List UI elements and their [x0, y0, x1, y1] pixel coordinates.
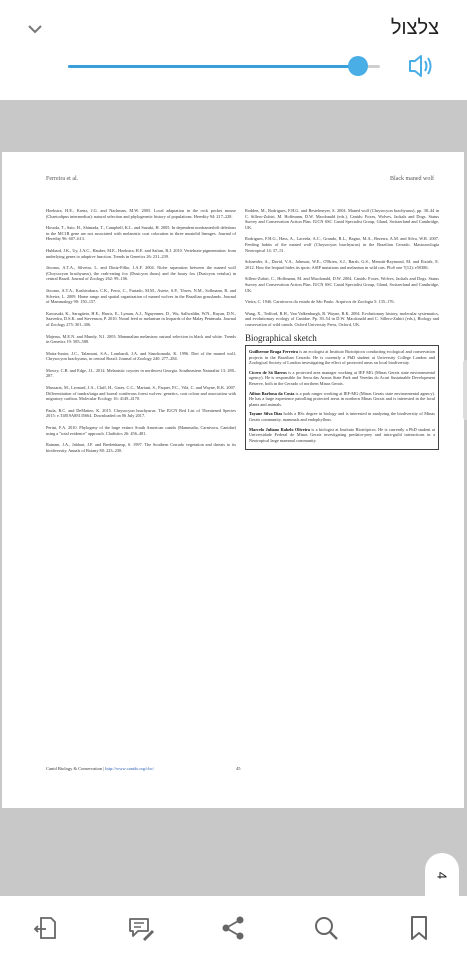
reference-entry: Sillero-Zubiri, C., Hoffmann, M. and Macdonald, D.W. 2004. Canids: Foxes, Wolves, Jackals and Dogs. Status Survey and Conservation Action Plan. IUCN SSC Canid Specialist Group, Gland, Switzerland and Cambridge, UK.	[245, 276, 439, 293]
bio-text: is a park ranger working at IEF-MG (Minas Gerais state environmental agency). He has a large experience patrolling protected areas in northern Minas Gerais and is interested in the local plants and animals.	[249, 390, 435, 407]
bio-name: Cícero de Sá Barros	[249, 369, 287, 375]
reference-entry: Jácomo, A.T.A., Silveira, L. and Diniz-Filho, J.A.F. 2004. Niche separation between the maned wolf (Chrysocyon brachyurus), the crab-eating fox (Dusicyon thous) and the hoary fox (Dusicyon vetulus) in central Brazil. Journal of Zoology 262: 99–106.	[46, 265, 236, 282]
bio-name: Guilherme Braga Ferreira	[249, 349, 298, 355]
scroll-handle[interactable]	[463, 360, 467, 420]
biographical-sketch-box	[245, 345, 439, 450]
document-viewer[interactable]	[0, 100, 467, 896]
bio-entry	[249, 427, 435, 444]
bio-text: is an ecologist at Instituto Biotrópicos conducting ecological and conservation projects in the Brazilian Cerrado. He is currently a PhD student at University College London and Zoological Society of London investigating the effect of protected areas on local biodiversity.	[249, 349, 436, 366]
reference-entry: Ratnam, J.A., Jabbari, J.F. and Bredenkamp, S. 1997. The Southern Cerrado vegetation and threats to its biodiversity. Annals of Botany 80: 223–230.	[46, 442, 236, 453]
page-number: 45	[236, 766, 241, 771]
reference-entry: Mowry, C.B. and Edge, J.L. 2014. Melanistic coyotes in northwest Georgia. Southeastern Naturalist 13: 280–287.	[46, 367, 236, 379]
slider-knob[interactable]	[348, 56, 368, 76]
bio-entry	[249, 391, 435, 408]
chevron-down-icon[interactable]	[22, 18, 48, 40]
reference-entry: Hubbard, J.K., Uy, J.A.C., Hauber, M.E., Hoekstra, H.E. and Safran, R.J. 2010. Vertebrate pigmentation: from underlying genes to adaptive function. Trends in Genetics 26: 231–239.	[46, 247, 236, 259]
page-indicator: 4	[434, 871, 450, 880]
reference-entry: Hosoda, T., Sato, H., Shimada, T., Campbell, K.L. and Suzuki, H. 2005. In dependent nonframeshift deletions in the MC1R gene are not associated with melanistic coat coloration in three mustelid lineages. Journal of Heredity 96: 607–613.	[46, 225, 236, 242]
reference-entry: Mussarat, M., Leonard, J.A., Cluff, H., Gates, C.C., Mariani, S., Paquet, P.C., Vilà, C. and Wayne, R.K. 2007. Differentiation of tundra/taiga and boreal coniferous forest wolves: genetics, coat colour and association with migratory caribou. Molecular Ecology 16: 4149–4170.	[46, 385, 236, 402]
document-export-icon[interactable]	[33, 914, 61, 942]
bio-entry	[249, 411, 435, 422]
bio-name: Marcelo Juliano Rabelo Oliveira	[249, 426, 310, 432]
reference-entry: Vieira, C. 1946. Carnívoros do estado de São Paulo. Arquivos de Zoologia 5: 135–176.	[245, 299, 395, 305]
bio-entry	[249, 349, 435, 366]
reference-entry: Motta-Junior, J.C., Talamoni, S.A., Lombardi, J.A. and Simokomaki, K. 1996. Diet of the maned wolf, Chrysocyon brachyurus, in central Brazil. Journal of Zoology 240: 277–284.	[46, 350, 236, 362]
search-icon[interactable]	[312, 914, 340, 942]
bio-entry	[249, 370, 435, 387]
bio-text: holds a BSc degree in biology and is interested in analyzing the biodiversity of Minas Gerais community, mammals and endophyllous.	[249, 411, 435, 423]
reference-entry: Kawasaki, K., Saragüeta, H.E., Harris, E., Lyman, A.J., Nguyenner, D., Wu, Sallwaldin, W.N., Ruyan, D.N., Saavedra, D.S.K. and Stevenson, P. 2010. Noonl feed or melanism in leopards of the Malay Peninsula. Journal of Zoology 275: 301–306.	[46, 310, 236, 327]
slider-fill	[68, 65, 358, 68]
reference-entry: Majerus, M.E.N. and Mundy, N.I. 2003. Mammalian melanism: natural selection in black and white. Trends in Genetics 19: 585–588.	[46, 333, 236, 345]
bio-text: is a biologist at Instituto Biotrópicos. He is currently a PhD student at Universidade Federal de Minas Gerais investigating predator-prey and intra-guild interactions in a Neotropical large mammal community.	[249, 426, 436, 443]
bottom-navigation	[0, 896, 467, 960]
speaker-icon[interactable]	[404, 49, 438, 83]
bio-text: is a protected area manager working at IEF MG (Minas Gerais state environmental agency). He is responsible for Serra das Araras State Park and Veredas do Acari Sustainable Development Reserve, both in the Cerrado of northern Minas Gerais.	[249, 369, 435, 387]
reference-entry: Hoekstra, H.E., Krenz, J.G. and Nachman, M.W. 2005. Local adaptation in the rock pocket mouse (Chaetodipus intermedius): natural selection and phylogenetic history of populations. Heredity 94: 217–228.	[46, 208, 236, 219]
top-toolbar	[0, 0, 467, 100]
right-column	[245, 208, 439, 450]
footer-link[interactable]: http://www.canids.org/cbc/	[105, 766, 154, 771]
share-icon[interactable]	[219, 914, 247, 942]
biographical-sketch-heading: Biographical sketch	[245, 332, 317, 343]
page-footer	[46, 766, 154, 771]
document-page	[2, 152, 464, 808]
running-header-right: Black maned wolf	[390, 176, 434, 182]
running-header-left: Ferreira et al.	[46, 176, 79, 182]
reference-entry: Paula, R.C. and DeMatteo, K. 2015. Chrysocyon brachyurus. The IUCN Red List of Threatened Species 2015: e.T4819A88135664. Downloaded on 06 July 2017.	[46, 407, 236, 419]
reference-entry: Wang, X., Tedford, R.H., Van Valkenburgh, B. Wayne, R.K. 2004. Evolutionary history, molecular systematics, and evolutionary ecology of Canidae. Pp. 39–54 in D.W. Macdonald and C. Sillero-Zubiri (eds.), Biology and conservation of wild canids. Oxford University Press, Oxford, UK.	[245, 310, 439, 327]
reference-entry: Schneider, A., David, V.A., Johnson, W.E., O'Brien, S.J., Barsh, G.S., Menotti-Raymond, M. and Eizirik, E. 2012. How the leopard hides its spots: ASIP mutations and melanism in wild cats. PloS one 7(12): e50386.	[245, 259, 439, 270]
bio-name: Ailton Barbosa da Costa	[249, 390, 295, 396]
reference-entry: Rodden, M., Rodrigues, F.H.G. and Bestelmeyer, S. 2004. Maned wolf (Chrysocyon brachyurus), pp. 38–44 in C. Sillero-Zubiri, M. Hoffmann, D.W. Macdonald (eds.), Canids: Foxes, Wolves, Jackals and Dogs. Status Survey and Conservation Action Plan. IUCN SSC Canid Specialist Group, Gland, Switzerland and Cambridge, UK.	[245, 208, 439, 230]
references-left-column	[46, 208, 236, 459]
reference-entry: Jácomo, A.T.A., Kashivakura, C.K., Ferro, C., Furtado, M.M., Astete, S.P., Tôrres, N.M., Sollmann, R. and Silveira, L. 2009. Home range and spatial organization of maned wolves in the Brazilian grasslands. Journal of Mammalogy 90: 150–157.	[46, 287, 236, 305]
bookmark-icon[interactable]	[405, 914, 433, 942]
audio-progress-slider[interactable]	[68, 65, 380, 68]
comment-edit-icon[interactable]	[126, 914, 154, 942]
reference-entry: Perini, F.A. 2010. Phylogeny of the large extinct South American canids (Mammalia, Carnivora, Canidae) using a "total evidence" approach. Cladistics 26: 456–481.	[46, 425, 236, 436]
page-indicator-tab[interactable]	[425, 853, 459, 899]
page-title: צלצול	[390, 17, 439, 39]
reference-entry: Rodrigues, F.H.G., Hass, A., Lacerda, A.C., Grando, R.L., Bagno, M.A., Bezerra, A.M. and Silva, W.R. 2007. Feeding habits of the maned wolf (Chrysocyon brachyurus) in the Brazilian Cerrado. Mastozoología Neotropical 14: 37–51.	[245, 236, 439, 253]
bio-name: Tayane Silva Dias	[249, 411, 283, 417]
references-right-column	[245, 208, 439, 328]
footer-journal: Canid Biology & Conservation |	[46, 766, 106, 771]
